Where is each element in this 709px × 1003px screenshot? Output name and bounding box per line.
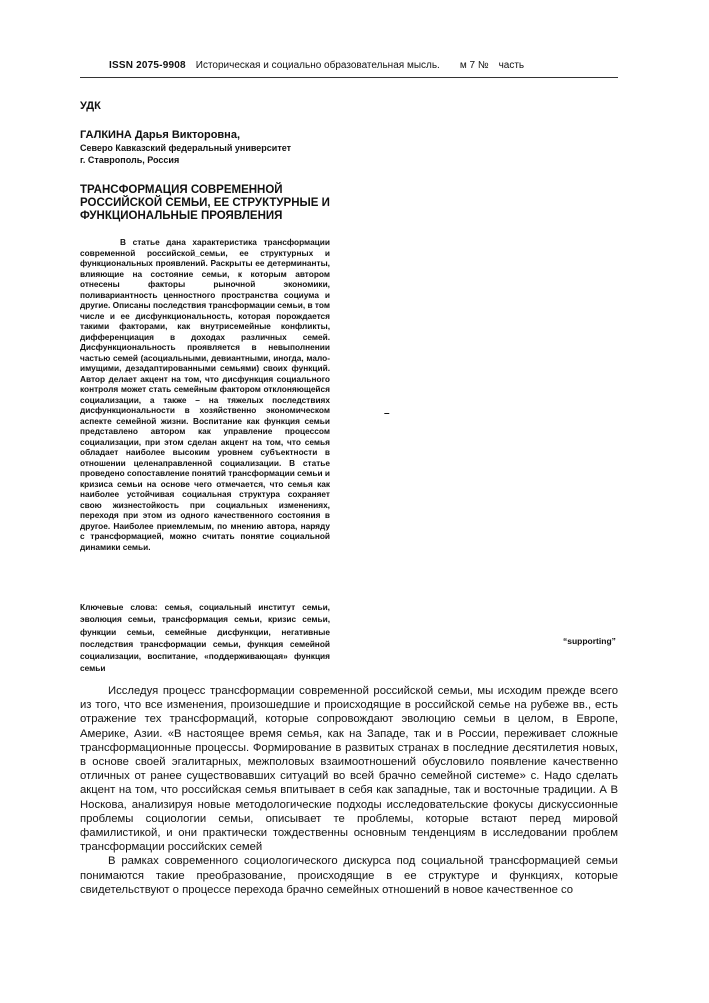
udk-label: УДК <box>80 100 101 112</box>
keywords: Ключевые слова: семья, социальный институт семьи, эволюция семьи, трансформация семьи, кризис семьи, функции семьи, семейные дисфункции, негативные последствия трансформации семьи, функция семейной социализации, воспитание, «поддерживающая» функция семьи <box>80 602 330 674</box>
english-column-dash: – <box>384 408 390 419</box>
issn: ISSN 2075-9908 <box>109 60 186 71</box>
body-paragraph-2: В рамках современного социологического дискурса под социальной трансформацией семьи понимаются такие преобразование, происходящие в ее структуре и функциях, которые свидетельствуют о процессе перехода брачно семейных отношений в новое качественное со <box>80 855 618 896</box>
abstract-text: В статье дана характеристика трансформации современной российской_семьи, ее структурных и функциональных проявлений. Раскрыты ее детерминанты, влияющие на состояние семьи, к которым автором отнесены факторы рыночной экономики, поливариантность ценностного пространства социума и другие. Описаны последствия трансформации семьи, в том числе и ее дисфункциональность, которая порождается такими факторами, как внутрисемейные конфликты, дифференциация в доходах различных семей. Дисфункциональность проявляется в невыполнении частью семей (асоциальными, девиантными, иногда, малоимущими, дезадаптированными семьями) своих функций. Автор делает акцент на том, что дисфункция социального контроля может стать семейным фактором отклоняющейся социализации, а также – на тяжелых последствиях дисфункциональности в хозяйственно экономическом аспекте семейной жизни. Воспитание как функция семьи представлено автором как управление процессом социализации, при этом сделан акцент на том, что семья обладает наиболее высоким уровнем субъектности в отношении целенаправленной социализации. В статье проведено сопоставление понятий трансформации семьи и кризиса семьи на основе чего отмечается, что семья как наиболее устойчивая социальная структура сохраняет свою жизнестойкость при социальных изменениях, переходя при этом из одного качественного состояния в другое. Наиболее приемлемым, по мнению автора, наряду с трансформацией, можно считать понятие социальной динамики семьи. <box>80 237 330 552</box>
abstract <box>80 237 330 552</box>
author-name: ГАЛКИНА Дарья Викторовна, <box>80 129 241 141</box>
body-paragraph-1: Исследуя процесс трансформации современной российской семьи, мы исходим прежде всего из того, что все изменения, произошедшие и происходящие в российской семье на рубеже вв., есть отражение тех трансформаций, которые сопровождают эволюцию семьи в целом, в Европе, Америке, Азии. «В настоящее время семья, как на Западе, так и в России, переживает сложные трансформационные процессы. Формирование в развитых странах в последние десятилетия новых, в основе своей эгалитарных, межполовых взаимоотношений обусловило появление качественно отличных от ранее существовавших ситуаций во всей брачно семейной системе» с. Надо сделать акцент на том, что российская семья впитывает в себя как западные, так и восточные традиции. А В Носкова, анализируя новые методологические подходы исследовательские фокусы дискуссионные проблемы социологии семьи, описывает те проблемы, которые встают перед мировой фамилистикой, и они практически тождественны основным тенденциям в исследовании проблем трансформации российских семей <box>80 685 618 854</box>
english-column-supporting: “supporting” <box>563 636 616 646</box>
body-text <box>80 684 618 897</box>
author-city: г. Ставрополь, Россия <box>80 155 180 165</box>
author-block <box>80 129 291 166</box>
author-affiliation: Северо Кавказский федеральный университет <box>80 143 292 153</box>
journal-name: Историческая и социально образовательная мысль. <box>195 60 440 71</box>
part-label: часть <box>498 60 525 71</box>
volume-number: м 7 № <box>459 60 489 71</box>
header-rule <box>80 77 618 78</box>
article-title: ТРАНСФОРМАЦИЯ СОВРЕМЕННОЙ РОССИЙСКОЙ СЕМЬИ, ЕЕ СТРУКТУРНЫЕ И ФУНКЦИОНАЛЬНЫЕ ПРОЯВЛЕНИЯ <box>80 184 330 222</box>
running-header <box>109 60 524 71</box>
